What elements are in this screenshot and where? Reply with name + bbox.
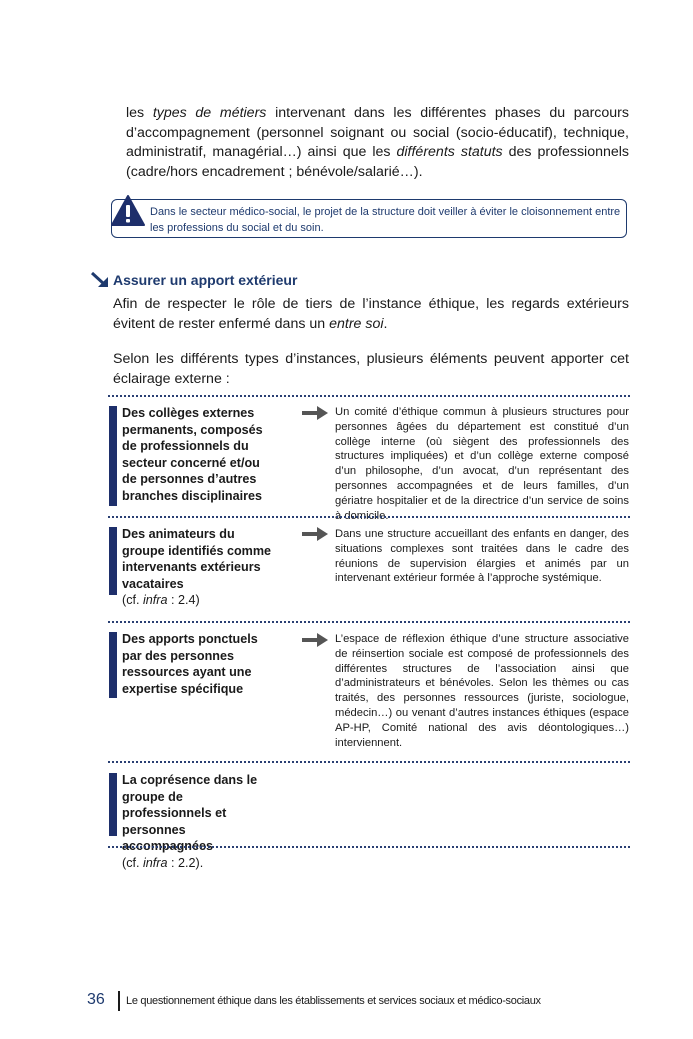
row-divider: [108, 846, 630, 848]
footer-separator: [118, 991, 120, 1011]
warning-text: Dans le secteur médico-social, le projet de la structure doit veiller à éviter le cloisonnement entre les professions du social et du soin.: [150, 206, 621, 234]
section-title: Assurer un apport extérieur: [113, 272, 298, 288]
row-example: L’espace de réflexion éthique d’une structure associative de réinsertion sociale est composé de professionnels des différentes structures de l’association ainsi que d’administrateurs et bénévoles. Selon les thèmes ou cas traités, des personnes ressources (juriste, sociologue, médecin…) ou venant d’autres instances éthiques (espace AP-HP, Comité national des avis déontologiques…) interviennent.: [335, 633, 629, 749]
reference-text: (cf.: [122, 593, 143, 607]
row-reference: [122, 856, 203, 870]
arrow-right-icon: [302, 527, 328, 541]
intro-text-1: les: [126, 105, 153, 121]
intro-emphasis-2: différents statuts: [396, 144, 503, 160]
row-divider: [108, 621, 630, 623]
arrow-right-icon: [302, 633, 328, 647]
paragraph-emphasis: entre soi: [329, 315, 384, 332]
reference-text-end: : 2.4): [167, 593, 200, 607]
running-footer: Le questionnement éthique dans les établissements et services sociaux et médico-sociaux: [126, 995, 541, 1007]
row-label-text: Des animateurs du groupe identifiés comme intervenants extérieurs vacataires: [122, 527, 272, 591]
section-paragraph-2: Selon les différents types d’instances, plusieurs éléments peuvent apporter cet éclairage externe :: [113, 351, 629, 387]
page-number: 36: [87, 991, 105, 1008]
row-reference: [122, 593, 200, 607]
row-label: [122, 772, 272, 871]
reference-emphasis: infra: [143, 855, 168, 870]
reference-text-end: : 2.2).: [167, 855, 204, 870]
intro-text-3: des professionnels (cadre/hors encadrement ; bénévole/salarié…).: [126, 144, 630, 180]
row-label-text: La coprésence dans le groupe de professionnels et personnes accompagnées: [122, 773, 258, 853]
paragraph-text: Afin de respecter le rôle de tiers de l’instance éthique, les regards extérieurs évitent de rester enfermé dans un: [113, 296, 629, 332]
arrow-right-icon: [302, 406, 328, 420]
row-divider: [108, 761, 630, 763]
arrow-down-right-icon: [90, 271, 110, 289]
intro-paragraph: [126, 104, 629, 182]
row-divider: [108, 516, 630, 518]
row-label: Des apports ponctuels par des personnes ressources ayant une expertise spécifique: [122, 632, 258, 696]
row-marker-bar: [109, 527, 117, 595]
row-example: Un comité d’éthique commun à plusieurs structures pour personnes âgées du département est constitué d’un collège interne (où siègent des professionnels des structures impliquées) et d’un collège externe composé d’un philosophe, d’un avocat, d’un représentant des personnes accompagnées et de leurs familles, d’un gériatre hospitalier et de la directrice d’un service de soins à domicile.: [335, 406, 629, 522]
reference-emphasis: infra: [143, 593, 168, 607]
row-divider: [108, 395, 630, 397]
row-label: [122, 526, 272, 609]
intro-emphasis-1: types de métiers: [152, 105, 267, 121]
paragraph-text-end: .: [383, 315, 388, 332]
intro-text-2: intervenant dans les différentes phases du parcours d’accompagnement (personnel soignant ou social (socio-éducatif), technique, administratif, managérial…) ainsi que les: [126, 105, 629, 160]
row-example: Dans une structure accueillant des enfants en danger, des situations complexes sont traitées dans le cadre des réunions de supervision élargies et animés par un intervenant extérieur formée à l’approche systémique.: [335, 528, 629, 585]
warning-icon: [110, 194, 146, 228]
row-marker-bar: [109, 773, 117, 836]
row-label: Des collèges externes permanents, composés de professionnels du secteur concerné et/ou de personnes d’autres branches disciplinaires: [122, 406, 263, 503]
row-marker-bar: [109, 406, 117, 506]
row-marker-bar: [109, 632, 117, 698]
section-paragraph-1: [113, 295, 629, 334]
reference-text: (cf.: [122, 855, 143, 870]
